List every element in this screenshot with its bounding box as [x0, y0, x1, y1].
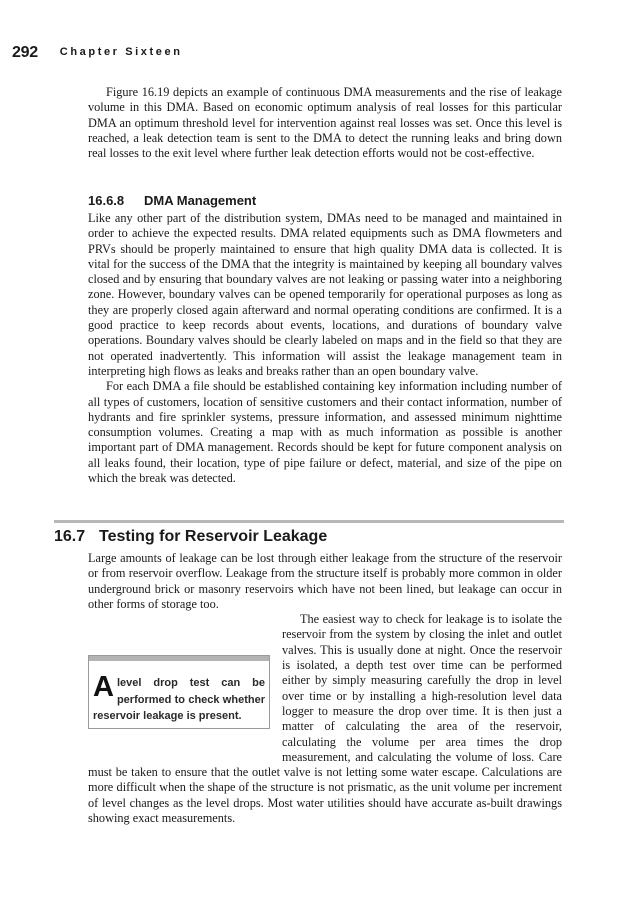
section-16-6-8-heading: [88, 193, 562, 209]
chapter-title: Chapter Sixteen: [59, 46, 183, 58]
paragraph: For each DMA a file should be established containing key information including number of all types of customers, location of sensitive customers and their contact information, number of hydrants and fire sprinkler systems, pressure information, and assessed minimum nighttime consumption volumes. Creating a map with as much information as possible is another important part of DMA management. Records should be kept for future component analysis on all leaks found, their location, type of pipe failure or defect, material, and size of the pipe on which the break was detected.: [88, 379, 562, 486]
intro-paragraph: Figure 16.19 depicts an example of continuous DMA measurements and the rise of leakage volume in this DMA. Based on economic optimum analysis of real losses for this particular DMA an optimum threshold level for intervention against real losses was set. Once this level is reached, a leak detection team is sent to the DMA to detect the running leaks and bring down real losses to the exit level where further leak detection efforts would not be cost-effective.: [88, 85, 562, 161]
page-number: 292: [12, 44, 38, 61]
pullquote-box: [88, 655, 270, 729]
section-title: DMA Management: [144, 193, 257, 208]
paragraph: The easiest way to check for leakage is to isolate the reservoir from the system by closing the inlet and outlet valves. This is usually done at night. Once the reservoir is isolated, a depth test over time can be performed either by simply measuring carefully the drop in level over time or by installing a high-resolution level data logger to measure the drop over time. It is then just a matter of calculating the area of the reservoir, calculating the volume per area times the drop measurement, and calculating the volume of loss. Care must be taken to ensure that the outlet valve is not letting some water escape. Calculations are more difficult when the shape of the structure is not prismatic, as the unit volume per increment of level changes as the level drops. Most water utilities should have accurate as-built drawings showing exact measurements.: [88, 612, 562, 826]
paragraph: Like any other part of the distribution system, DMAs need to be managed and maintained in order to achieve the expected results. DMA related equipments such as DMA flowmeters and PRVs should be properly maintained to ensure that high quality DMA data is collected. It is vital for the success of the DMA that the integrity is maintained by keeping all boundary valves closed and by ensuring that boundary valves are not leaking or passing water into a neighboring zone. However, boundary valves can be opened temporarily for operational purposes as long as they are properly closed again afterward and normal operating conditions are confirmed. It is a good practice to keep records about events, locations, and durations of boundary valve operations. Boundary valves should be clearly labeled on maps and in the field so that they are not operated inadvertently. This information will assist the leakage management team in interpreting high flows as leaks and breaks rather than an open boundary valve.: [88, 211, 562, 378]
running-header: [12, 44, 183, 62]
section-number: 16.6.8: [88, 193, 125, 208]
section-16-7-heading: [54, 527, 327, 547]
section-divider: [54, 520, 564, 523]
section-16-6-8: [88, 193, 562, 486]
paragraph: Large amounts of leakage can be lost through either leakage from the structure of the reservoir or from reservoir overflow. Leakage from the structure itself is probably more common in older underground brick or masonry reservoirs which have not been lined, but leakage can occur in other forms of storage too.: [88, 551, 562, 611]
intro-block: [88, 85, 562, 161]
section-title: Testing for Reservoir Leakage: [99, 528, 328, 545]
section-number: 16.7: [54, 528, 86, 545]
pullquote-top-bar: [89, 656, 269, 661]
pullquote-text: Alevel drop test can be performed to check whether reservoir leakage is present.: [93, 671, 265, 722]
